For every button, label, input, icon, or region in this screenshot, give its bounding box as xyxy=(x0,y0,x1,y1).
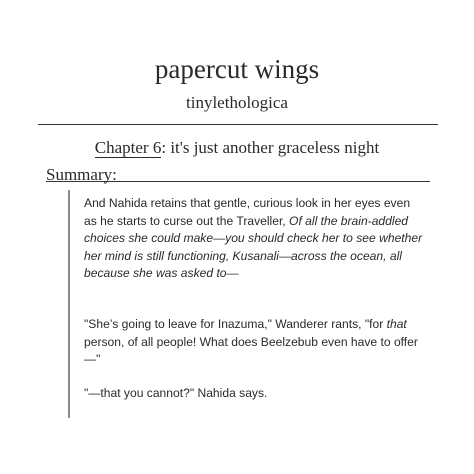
summary-paragraph-italic: Of all the brain-addled choices she could make—you should check her to see whether her mind is still functioning, Kusanali—across the ocean, all because she was asked to— xyxy=(84,213,423,280)
summary-divider xyxy=(46,181,430,182)
summary-paragraph-text: person, of all people! What does Beelzebub even have to offer—" xyxy=(84,334,418,366)
summary-paragraph-text: And Nahida retains that gentle, curious look in her eyes even as he starts to curse out the Traveller, xyxy=(84,196,411,228)
summary-heading: Summary: xyxy=(46,165,117,184)
header-divider xyxy=(38,124,438,125)
summary-paragraph: "—that you cannot?" Nahida says. xyxy=(84,386,268,400)
chapter-heading xyxy=(0,137,474,159)
chapter-link[interactable]: Chapter 6 xyxy=(94,138,162,157)
work-title: papercut wings xyxy=(154,54,320,84)
chapter-title: it's just another graceless night xyxy=(170,138,380,157)
chapter-separator: : xyxy=(161,138,171,157)
summary-paragraph-italic: that xyxy=(386,317,407,331)
work-author[interactable]: tinylethologica xyxy=(186,93,288,112)
summary-paragraph xyxy=(84,195,424,283)
summary-paragraph xyxy=(84,316,424,369)
summary-blockquote xyxy=(68,190,428,418)
summary-paragraph-text: "She’s going to leave for Inazuma," Wanderer rants, "for xyxy=(84,317,387,331)
